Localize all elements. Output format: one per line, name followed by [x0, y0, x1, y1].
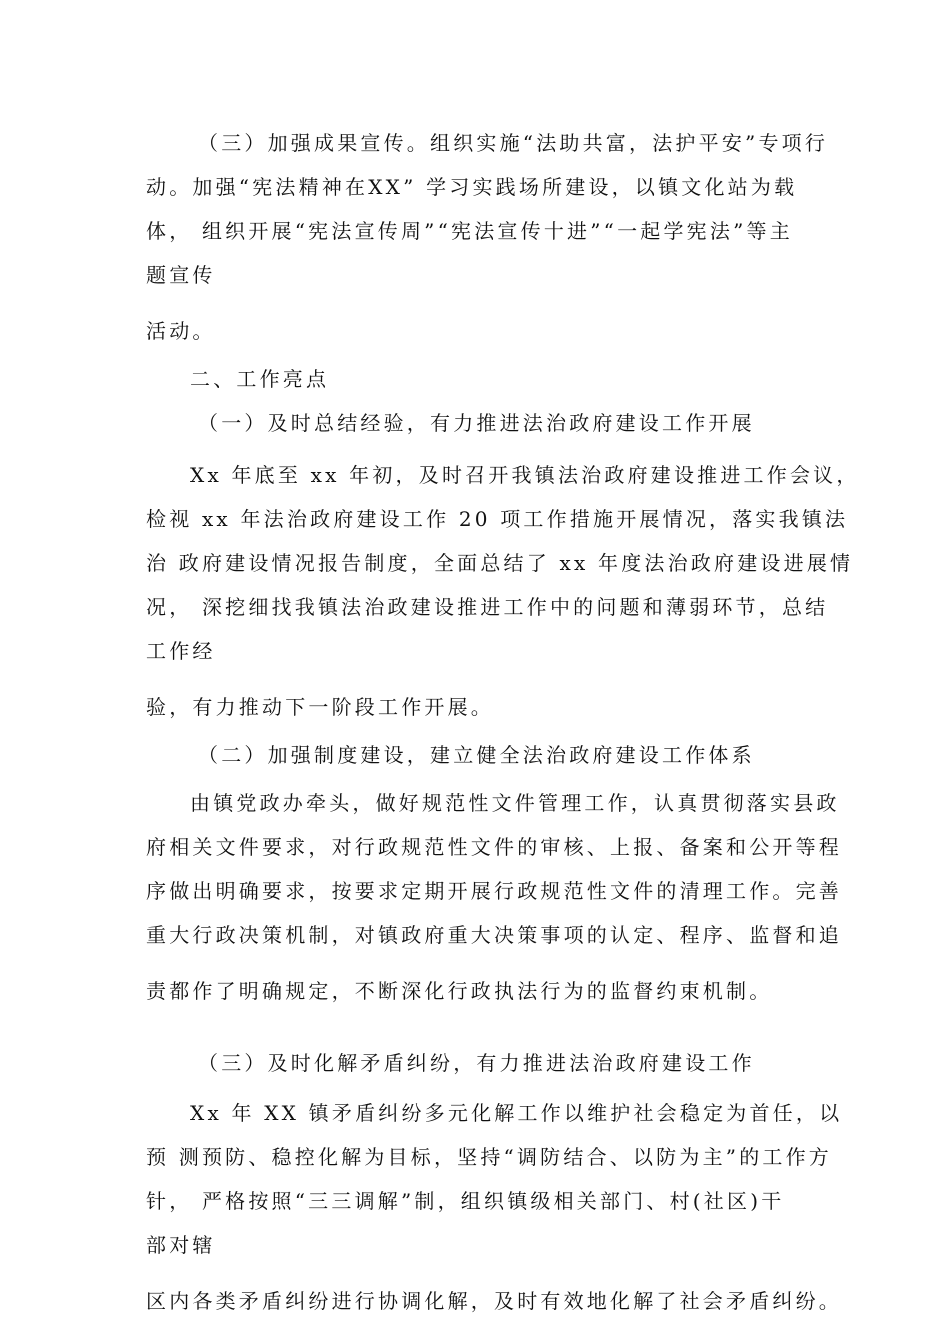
paragraph-line: 工作经: [146, 639, 216, 663]
paragraph-line: 预 测预防、稳控化解为目标，坚持“调防结合、以防为主”的工作方: [146, 1145, 833, 1169]
paragraph-line: 由镇党政办牵头，做好规范性文件管理工作，认真贯彻落实县政: [190, 791, 840, 815]
subsection-heading: （三）及时化解矛盾纠纷，有力推进法治政府建设工作: [198, 1051, 755, 1075]
subsection-heading: （一）及时总结经验，有力推进法治政府建设工作开展: [198, 411, 755, 435]
paragraph-line: （三）加强成果宣传。组织实施“法助共富，法护平安”专项行: [198, 131, 829, 155]
paragraph-line: 府相关文件要求，对行政规范性文件的审核、上报、备案和公开等程: [146, 835, 842, 859]
paragraph-line: Xx 年 XX 镇矛盾纠纷多元化解工作以维护社会稳定为首任，以: [190, 1101, 843, 1125]
paragraph-line: 区内各类矛盾纠纷进行协调化解，及时有效地化解了社会矛盾纠纷。: [146, 1289, 842, 1313]
subsection-heading: （二）加强制度建设，建立健全法治政府建设工作体系: [198, 743, 755, 767]
paragraph-line: 责都作了明确规定，不断深化行政执法行为的监督约束机制。: [146, 979, 773, 1003]
paragraph-line: 体， 组织开展“宪法宣传周”“宪法宣传十进”“一起学宪法”等主: [146, 219, 793, 243]
paragraph-line: Xx 年底至 xx 年初，及时召开我镇法治政府建设推进工作会议，: [190, 463, 860, 487]
paragraph-line: 动。加强“宪法精神在XX” 学习实践场所建设，以镇文化站为载: [146, 175, 798, 199]
section-heading: 二、工作亮点: [190, 367, 330, 391]
paragraph-line: 题宣传: [146, 263, 216, 287]
paragraph-line: 重大行政决策机制，对镇政府重大决策事项的认定、程序、监督和追: [146, 923, 842, 947]
paragraph-line: 部对辖: [146, 1233, 216, 1257]
paragraph-line: 验，有力推动下一阶段工作开展。: [146, 695, 494, 719]
paragraph-line: 治 政府建设情况报告制度，全面总结了 xx 年度法治政府建设进展情: [146, 551, 854, 575]
paragraph-line: 针， 严格按照“三三调解”制，组织镇级相关部门、村(社区)干: [146, 1189, 785, 1213]
paragraph-line: 检视 xx 年法治政府建设工作 20 项工作措施开展情况，落实我镇法: [146, 507, 849, 531]
paragraph-line: 活动。: [146, 319, 216, 343]
paragraph-line: 况， 深挖细找我镇法治政建设推进工作中的问题和薄弱环节，总结: [146, 595, 829, 619]
paragraph-line: 序做出明确要求，按要求定期开展行政规范性文件的清理工作。完善: [146, 879, 842, 903]
